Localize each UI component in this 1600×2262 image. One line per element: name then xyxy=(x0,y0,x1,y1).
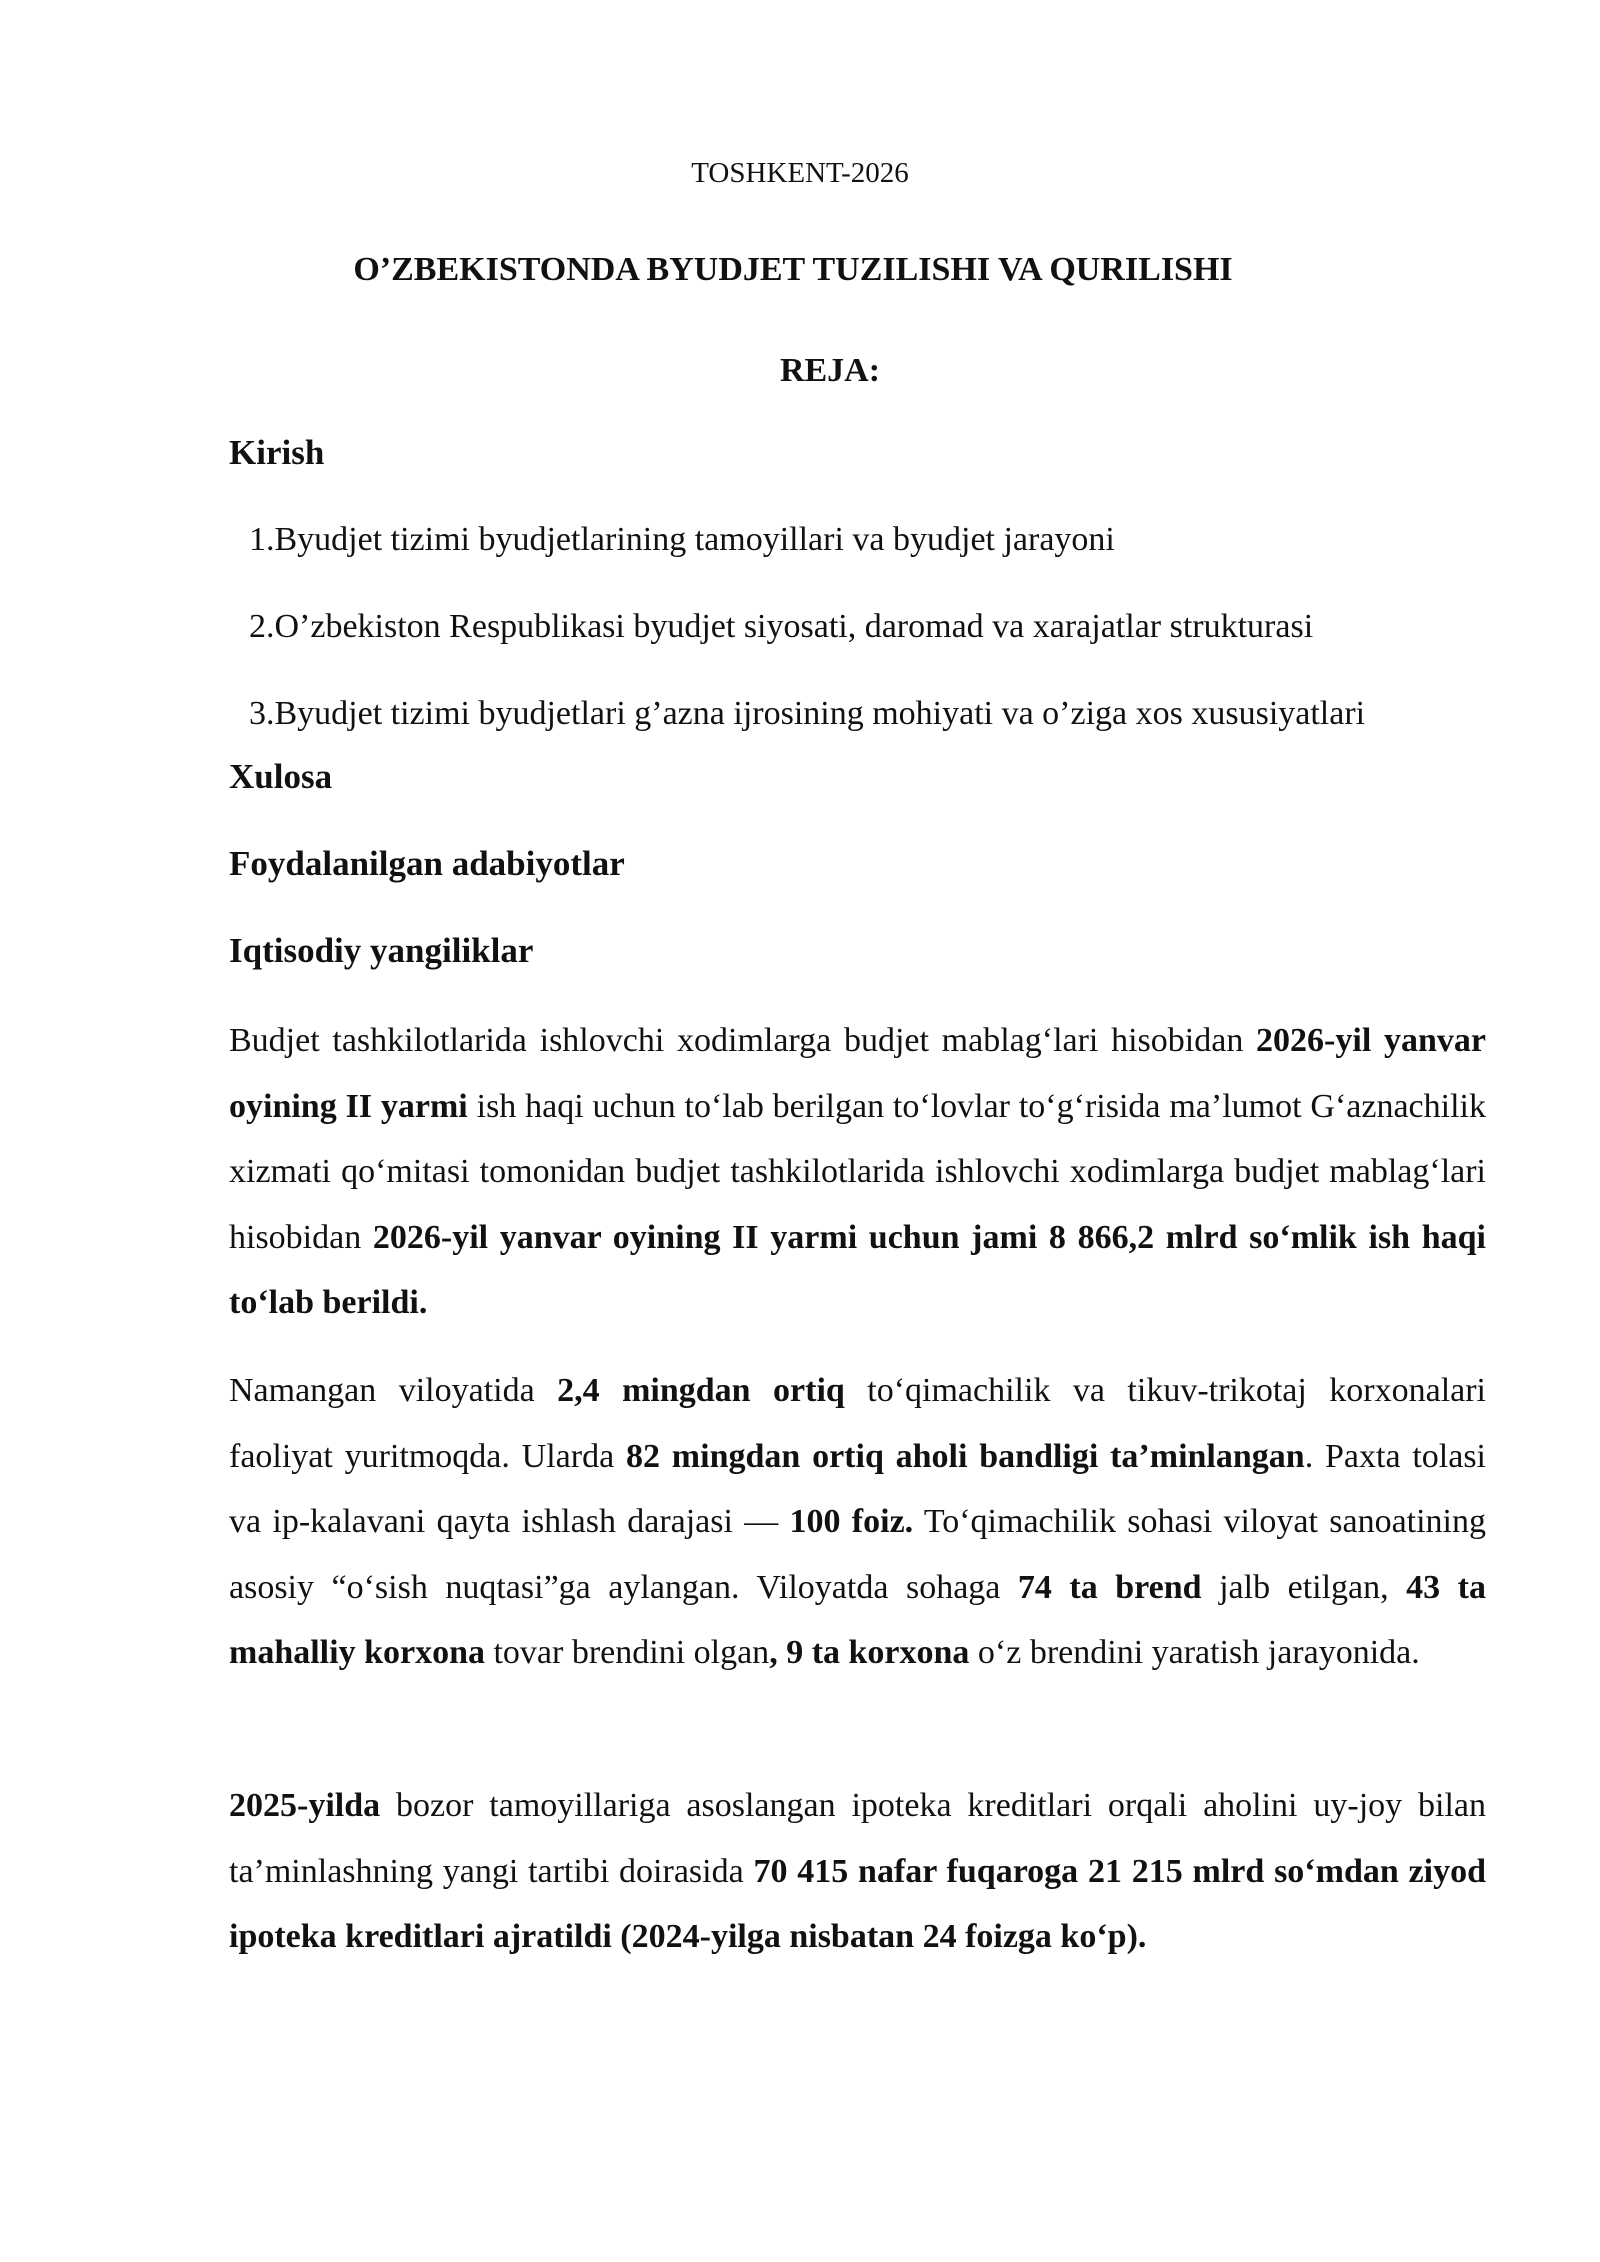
text-run: Namangan viloyatida xyxy=(229,1372,558,1409)
text-run: ish haqi uchun to‘lab berilgan to‘lovlar to‘g‘risida ma’lumot G‘aznachilik xizmati qo‘mitasi tomonidan budjet tashkilotlarida ishlovchi xodimlarga budjet mablag‘lari hisobidan xyxy=(229,1087,1486,1256)
text-run: Budjet tashkilotlarida ishlovchi xodimlarga budjet mablag‘lari hisobidan xyxy=(229,1022,1257,1059)
news-paragraph-1 xyxy=(229,1008,1486,1336)
plan-item-3: 3.Byudjet tizimi byudjetlari g’azna ijrosining mohiyati va o’ziga xos xususiyatlari xyxy=(249,695,1366,732)
city-year: TOSHKENT-2026 xyxy=(691,157,909,189)
plan-references: Foydalanilgan adabiyotlar xyxy=(229,844,625,883)
bold-run: 2026-yil yanvar oyining II yarmi xyxy=(229,1022,1486,1125)
bold-run: 74 ta brend xyxy=(1017,1568,1202,1606)
text-run: o‘z brendini yaratish jarayonida. xyxy=(969,1634,1420,1671)
text-run: . Paxta tolasi va ip-kalavani qayta ishlash darajasi — xyxy=(229,1437,1486,1540)
text-run: To‘qimachilik sohasi viloyat sanoatining asosiy “o‘sish nuqtasi”ga aylangan. Viloyatda sohaga xyxy=(229,1503,1486,1606)
bold-run: 2026-yil yanvar oyining II yarmi uchun jami 8 866,2 mlrd so‘mlik ish haqi to‘lab berildi. xyxy=(229,1218,1486,1321)
news-paragraph-2 xyxy=(229,1358,1486,1686)
plan-item-1: 1.Byudjet tizimi byudjetlarining tamoyillari va byudjet jarayoni xyxy=(249,521,1115,558)
text-run: bozor tamoyillariga asoslangan ipoteka kreditlari orqali aholini uy-joy bilan ta’minlashning yangi tartibi doirasida xyxy=(229,1787,1486,1890)
plan-item-2: 2.O’zbekiston Respublikasi byudjet siyosati, daromad va xarajatlar strukturasi xyxy=(249,608,1314,645)
document-title: O’ZBEKISTONDA BYUDJET TUZILISHI VA QURILISHI xyxy=(353,251,1233,288)
bold-run: 70 415 nafar fuqaroga 21 215 mlrd so‘mdan ziyod ipoteka kreditlari ajratildi (2024-yilga nisbatan 24 foizga ko‘p). xyxy=(229,1852,1486,1955)
plan-conclusion: Xulosa xyxy=(229,757,333,796)
news-paragraph-3 xyxy=(229,1773,1486,1970)
bold-run: 100 foiz. xyxy=(789,1503,914,1540)
bold-run: 2,4 mingdan ortiq xyxy=(557,1372,845,1409)
plan-intro: Kirish xyxy=(229,433,325,472)
news-heading: Iqtisodiy yangiliklar xyxy=(229,931,534,970)
bold-run: 43 ta mahalliy korxona xyxy=(229,1568,1486,1671)
bold-run: 2025-yilda xyxy=(229,1787,381,1824)
bold-run: , 9 ta korxona xyxy=(769,1634,970,1671)
text-run: to‘qimachilik va tikuv-trikotaj korxonalari faoliyat yuritmoqda. Ularda xyxy=(229,1372,1487,1475)
text-run: tovar brendini olgan xyxy=(484,1634,770,1671)
plan-label: REJA: xyxy=(779,352,881,389)
bold-run: 82 mingdan ortiq aholi bandligi ta’minlangan xyxy=(626,1437,1305,1475)
text-run: jalb etilgan, xyxy=(1201,1568,1407,1606)
